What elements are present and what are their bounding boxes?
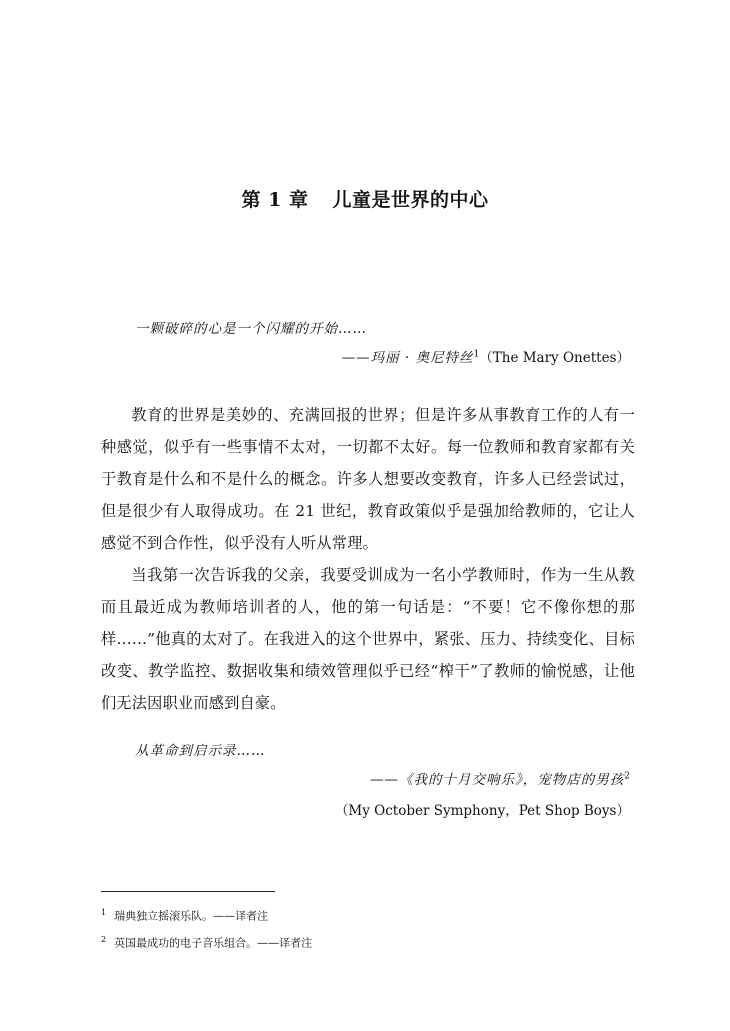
epigraph-1-attribution-en: （The Mary Onettes） (479, 350, 630, 366)
epigraph-1-attribution-cn: ——玛丽 · 奥尼特丝 (341, 350, 474, 366)
footnote-1-mark: 1 (101, 908, 107, 917)
footnote-2-text: 英国最成功的电子音乐组合。——译者注 (114, 936, 313, 950)
epigraph-2-attribution-cn: ——《我的十月交响乐》，宠物店的男孩 (370, 772, 625, 788)
epigraph-2-attribution (370, 768, 630, 788)
footnote-divider (101, 891, 275, 892)
body-text (101, 399, 635, 719)
footnote-1-text: 瑞典独立摇滚乐队。——译者注 (114, 909, 269, 923)
footnote-2 (101, 933, 312, 951)
footnote-ref-1: 1 (473, 349, 480, 360)
epigraph-2-attribution-en: （My October Symphony，Pet Shop Boys） (334, 803, 630, 819)
epigraph-1-attribution (342, 346, 630, 366)
footnote-1 (101, 906, 268, 924)
chapter-number: 第 1 章 (241, 189, 309, 211)
epigraph-2-quote: 从革命到启示录…… (135, 743, 266, 759)
epigraph-1-quote: 一颗破碎的心是一个闪耀的开始…… (135, 321, 367, 337)
body-paragraph-2: 当我第一次告诉我的父亲，我要受训成为一名小学教师时，作为一生从教而且最近成为教师培训者的人，他的第一句话是：“不要！它不像你想的那样……”他真的太对了。在我进入的这个世界中，紧张、压力、持续变化、目标改变、教学监控、数据收集和绩效管理似乎已经“榨干”了教师的愉悦感，让他们无法因职业而感到自豪。 (101, 566, 635, 712)
footnote-ref-2: 2 (624, 771, 630, 782)
chapter-title (0, 185, 730, 212)
body-paragraph-1: 教育的世界是美妙的、充满回报的世界；但是许多从事教育工作的人有一种感觉，似乎有一些事情不太对，一切都不太好。每一位教师和教育家都有关于教育是什么和不是什么的概念。许多人想要改变教育，许多人已经尝试过，但是很少有人取得成功。在 21 世纪，教育政策似乎是强加给教师的，它让人感觉不到合作性，似乎没有人听从常理。 (101, 406, 635, 552)
footnote-2-mark: 2 (101, 935, 107, 944)
chapter-title-text: 儿童是世界的中心 (332, 189, 489, 211)
